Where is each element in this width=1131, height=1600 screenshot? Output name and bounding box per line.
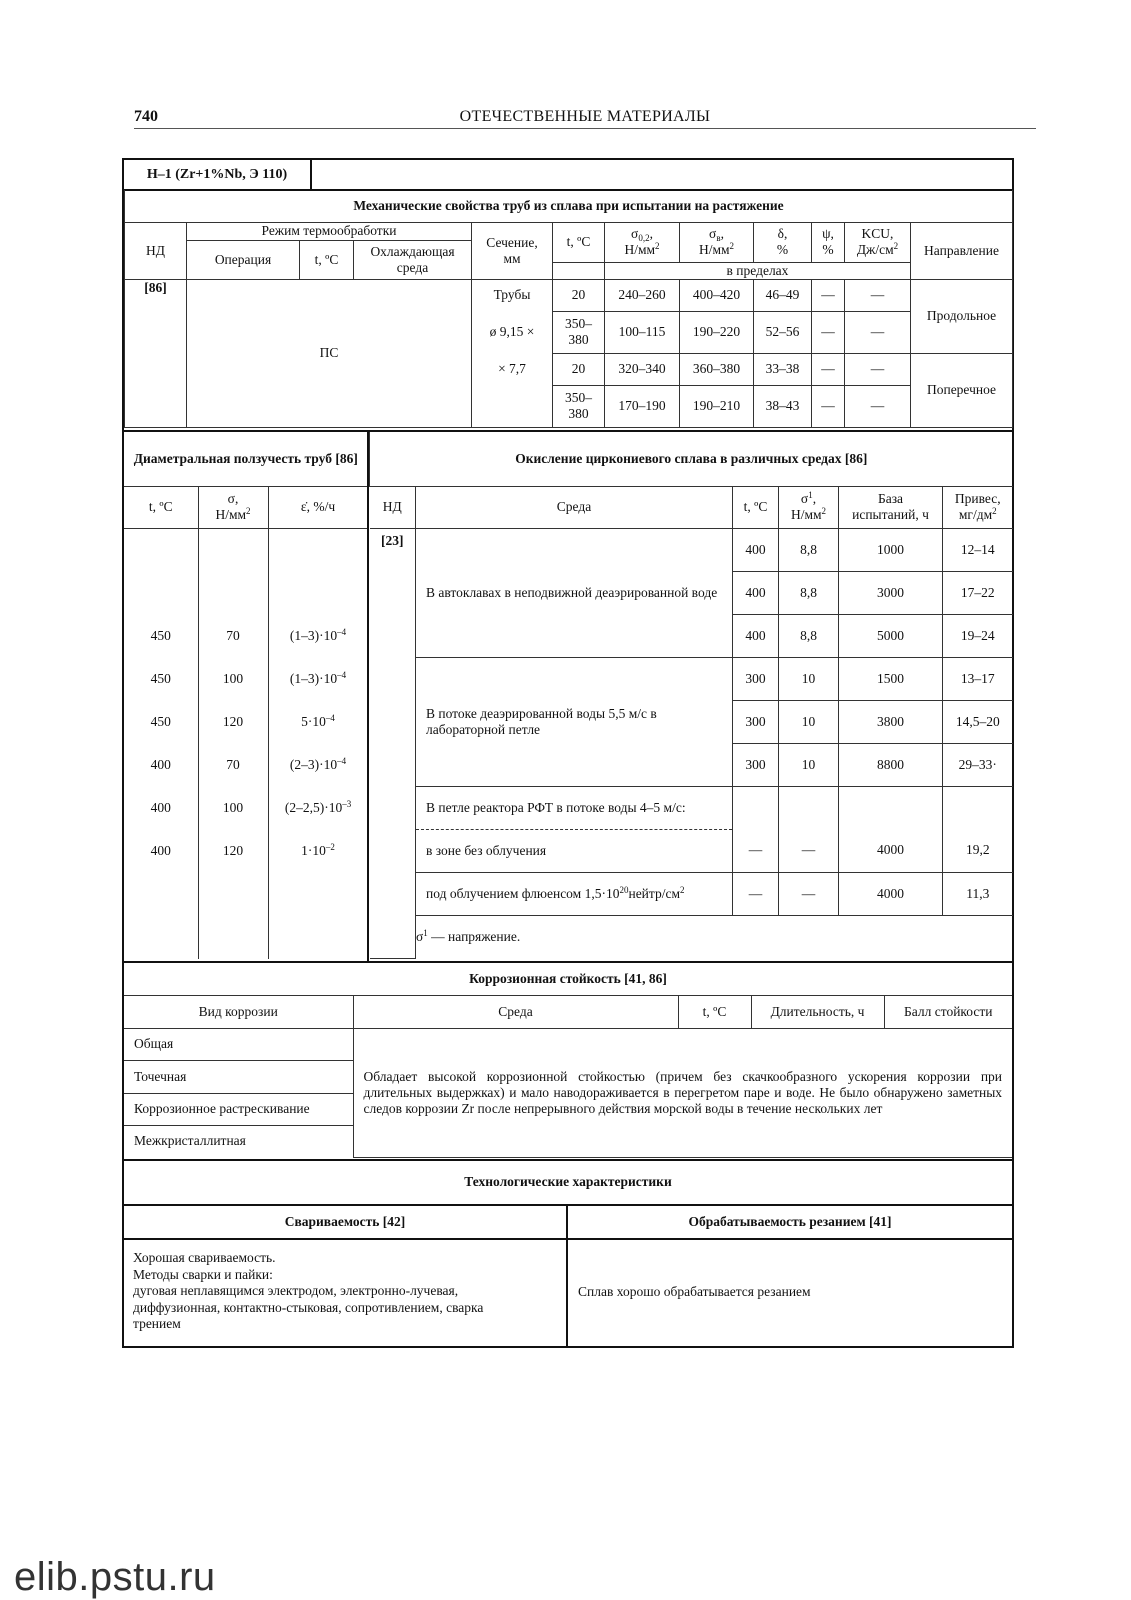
tensile-t-test-header: t, ºС	[553, 222, 605, 262]
creep-row3-t: 450	[124, 700, 198, 743]
creep-row5-sigma: 100	[198, 786, 268, 829]
oxidation-sigma-header: $\sigma^1$, $Н/мм^2$	[779, 486, 839, 528]
creep-blank-4	[124, 872, 198, 959]
tensile-row1-psi: —	[812, 279, 845, 311]
oxidation-reactor-title: В петле реактора РФТ в потоке воды 4–5 м/с:	[416, 786, 733, 829]
corrosion-description: Обладает высокой коррозионной стойкостью (причем без скачкообразного ускорения коррозии при длительных выдержках) и мало наводораживается в перегретом паре и воде. Не было обнаружено заметных следов коррозии Zr после непрерывного действия морской воды в течение нескольких лет	[353, 1028, 1012, 1157]
tensile-row4-kcu: —	[845, 385, 911, 427]
watermark: elib.pstu.ru	[14, 1555, 216, 1599]
creep-row1-t: 450	[124, 614, 198, 657]
oxidation-g2r2-sigma: 10	[779, 700, 839, 743]
tensile-table	[124, 190, 1013, 428]
oxidation-r1-t: —	[733, 829, 779, 872]
creep-blank-5	[198, 872, 268, 959]
tensile-row4-delta: 38–43	[754, 385, 812, 427]
tensile-row3-s02: 320–340	[605, 353, 680, 385]
oxidation-g2r3-sigma: 10	[779, 743, 839, 786]
oxidation-r1-sigma: —	[779, 829, 839, 872]
oxidation-reactor-blank-sigma	[779, 786, 839, 829]
oxidation-medium-header: Среда	[416, 486, 733, 528]
corrosion-medium-header: Среда	[353, 995, 678, 1028]
oxidation-nd: [23]	[370, 528, 416, 958]
oxidation-g2r2-gain: 14,5–20	[943, 700, 1013, 743]
oxidation-g1r3-sigma: 8,8	[779, 614, 839, 657]
weldability-line-5: трением	[133, 1316, 181, 1331]
oxidation-g1r2-sigma: 8,8	[779, 571, 839, 614]
tensile-row3-kcu: —	[845, 353, 911, 385]
tensile-row1-delta: 46–49	[754, 279, 812, 311]
tensile-row2-psi: —	[812, 311, 845, 353]
oxidation-g2r1-t: 300	[733, 657, 779, 700]
tensile-limits-header: в пределах	[605, 262, 911, 279]
tensile-section-header: Сечение, мм	[472, 222, 553, 279]
tech-title: Технологические характеристики	[464, 1174, 672, 1189]
weldability-title: Свариваемость [42]	[284, 1214, 406, 1229]
corrosion-duration-header: Длительность, ч	[751, 995, 884, 1028]
tensile-row2-delta: 52–56	[754, 311, 812, 353]
oxidation-g2r1-sigma: 10	[779, 657, 839, 700]
oxidation-g1r1-t: 400	[733, 528, 779, 571]
oxidation-g1r1-gain: 12–14	[943, 528, 1013, 571]
oxidation-g2r3-gain: 29–33·	[943, 743, 1013, 786]
tensile-row2-t: 350–380	[553, 311, 605, 353]
creep-row4-t: 400	[124, 743, 198, 786]
section-separator-5	[122, 1238, 1014, 1240]
weldability-line-4: диффузионная, контактно-стыковая, сопротивлением, сварка	[133, 1299, 484, 1315]
creep-row6-rate: $1\cdot 10^{-2}$	[268, 829, 368, 872]
tensile-row4-psi: —	[812, 385, 845, 427]
corrosion-type-1: Общая	[124, 1028, 353, 1060]
tensile-row1-t: 20	[553, 279, 605, 311]
creep-rate-header: ε̇, %/ч	[268, 486, 368, 528]
corrosion-type-3: Коррозионное растрескивание	[124, 1093, 353, 1125]
corrosion-rating-header: Балл стойкости	[884, 995, 1012, 1028]
material-name-blank	[310, 160, 1012, 191]
oxidation-g1r3-t: 400	[733, 614, 779, 657]
oxidation-r2-sigma: —	[779, 872, 839, 915]
tensile-row2-kcu: —	[845, 311, 911, 353]
oxidation-r1-base: 4000	[839, 829, 943, 872]
tensile-cooling-header: Охлаждающая среда	[354, 240, 472, 279]
creep-table	[124, 432, 369, 959]
oxidation-t-header: t, ºС	[733, 486, 779, 528]
oxidation-g1r2-gain: 17–22	[943, 571, 1013, 614]
tensile-row3-delta: 33–38	[754, 353, 812, 385]
tensile-t-header: t, ºС	[300, 240, 354, 279]
tensile-section-line3: × 7,7	[472, 353, 553, 385]
tensile-row3-sb: 360–380	[680, 353, 754, 385]
creep-row2-t: 450	[124, 657, 198, 700]
oxidation-table	[369, 432, 1013, 959]
oxidation-g2r3-t: 300	[733, 743, 779, 786]
tensile-psi-header: ψ, %	[812, 222, 845, 262]
oxidation-g2r1-gain: 13–17	[943, 657, 1013, 700]
tensile-row3-psi: —	[812, 353, 845, 385]
oxidation-g1r3-gain: 19–24	[943, 614, 1013, 657]
page-number: 740	[134, 108, 158, 125]
tensile-row3-t: 20	[553, 353, 605, 385]
corrosion-t-header: t, ºС	[678, 995, 751, 1028]
tensile-row1-sb: 400–420	[680, 279, 754, 311]
tensile-t-test-header-blank	[553, 262, 605, 279]
oxidation-g2r1-base: 1500	[839, 657, 943, 700]
oxidation-r2-gain: 11,3	[943, 872, 1013, 915]
tensile-section-blank	[472, 385, 553, 427]
tensile-nd: [86]	[125, 279, 187, 427]
tensile-sigma02-header: $\sigma_{0,2}$, $Н/мм^2$	[605, 222, 680, 262]
creep-blank-3	[268, 528, 368, 614]
tensile-row4-sb: 190–210	[680, 385, 754, 427]
oxidation-g1r2-t: 400	[733, 571, 779, 614]
tensile-kcu-header: KCU, $Дж/см^2$	[845, 222, 911, 262]
oxidation-nd-header: НД	[370, 486, 416, 528]
creep-t-header: t, ºС	[124, 486, 198, 528]
weldability-text	[133, 1250, 563, 1333]
oxidation-g1r1-sigma: 8,8	[779, 528, 839, 571]
creep-row1-sigma: 70	[198, 614, 268, 657]
creep-row4-rate: $(2-3)\cdot 10^{-4}$	[268, 743, 368, 786]
creep-title: Диаметральная ползучесть труб [86]	[124, 432, 368, 486]
tensile-delta-header: δ, %	[754, 222, 812, 262]
oxidation-title: Окисление циркониевого сплава в различных средах [86]	[370, 432, 1013, 486]
creep-row3-rate: $5\cdot 10^{-4}$	[268, 700, 368, 743]
tensile-direction-1: Продольное	[911, 279, 1013, 353]
oxidation-reactor-blank-base	[839, 786, 943, 829]
running-title: ОТЕЧЕСТВЕННЫЕ МАТЕРИАЛЫ	[459, 108, 711, 125]
tensile-direction-2: Поперечное	[911, 353, 1013, 427]
tensile-sigmab-header: $\sigma_в$, $Н/мм^2$	[680, 222, 754, 262]
tensile-title: Механические свойства труб из сплава при испытании на растяжение	[125, 190, 1013, 222]
tensile-row2-s02: 100–115	[605, 311, 680, 353]
tensile-row4-t: 350–380	[553, 385, 605, 427]
creep-row4-sigma: 70	[198, 743, 268, 786]
creep-blank-2	[198, 528, 268, 614]
tensile-row1-s02: 240–260	[605, 279, 680, 311]
creep-row6-sigma: 120	[198, 829, 268, 872]
oxidation-group2-medium: В потоке деаэрированной воды 5,5 м/с в лабораторной петле	[416, 657, 733, 786]
tensile-section-line1: Трубы	[472, 279, 553, 311]
oxidation-g2r3-base: 8800	[839, 743, 943, 786]
oxidation-reactor-blank-t	[733, 786, 779, 829]
oxidation-r1-gain: 19,2	[943, 829, 1013, 872]
oxidation-group1-medium: В автоклавах в неподвижной деаэрированной воде	[416, 528, 733, 657]
oxidation-reactor-blank-gain	[943, 786, 1013, 829]
tensile-row4-s02: 170–190	[605, 385, 680, 427]
tensile-direction-header: Направление	[911, 222, 1013, 279]
creep-row6-t: 400	[124, 829, 198, 872]
corrosion-type-4: Межкристаллитная	[124, 1125, 353, 1157]
weldability-line-2: Методы сварки и пайки:	[133, 1266, 273, 1282]
page-header	[134, 106, 1036, 129]
oxidation-base-header: База испытаний, ч	[839, 486, 943, 528]
corrosion-title: Коррозионная стойкость [41, 86]	[124, 963, 1012, 995]
tensile-nd-header: НД	[125, 222, 187, 279]
machinability-title: Обрабатываемость резанием [41]	[688, 1214, 892, 1229]
tensile-mode-header: Режим термообработки	[187, 222, 472, 240]
oxidation-g2r2-t: 300	[733, 700, 779, 743]
tensile-operation-header: Операция	[187, 240, 300, 279]
creep-row2-sigma: 100	[198, 657, 268, 700]
corrosion-type-2: Точечная	[124, 1060, 353, 1093]
oxidation-g1r2-base: 3000	[839, 571, 943, 614]
oxidation-gain-header: Привес, $мг/дм^2$	[943, 486, 1013, 528]
material-name: Н–1 (Zr+1%Nb, Э 110)	[146, 166, 288, 182]
creep-blank-1	[124, 528, 198, 614]
corrosion-table	[124, 963, 1012, 1158]
oxidation-g1r1-base: 1000	[839, 528, 943, 571]
weldability-line-1: Хорошая свариваемость.	[133, 1250, 276, 1265]
weldability-line-3: дуговая неплавящимся электродом, электронно-лучевая,	[133, 1283, 459, 1298]
creep-row2-rate: $(1-3)\cdot 10^{-4}$	[268, 657, 368, 700]
tensile-row2-sb: 190–220	[680, 311, 754, 353]
oxidation-g1r3-base: 5000	[839, 614, 943, 657]
creep-row5-rate: $(2-2,5)\cdot 10^{-3}$	[268, 786, 368, 829]
oxidation-footnote: $\sigma^1$ — напряжение.	[416, 915, 1013, 958]
tensile-row1-kcu: —	[845, 279, 911, 311]
oxidation-r1-medium: в зоне без облучения	[416, 829, 733, 872]
tensile-operation: ПС	[187, 279, 472, 427]
corrosion-type-header: Вид коррозии	[124, 995, 353, 1028]
oxidation-r2-base: 4000	[839, 872, 943, 915]
creep-blank-6	[268, 872, 368, 959]
tensile-section-line2: ø 9,15 ×	[472, 311, 553, 353]
creep-sigma-header: σ, $Н/мм^2$	[198, 486, 268, 528]
creep-row3-sigma: 120	[198, 700, 268, 743]
material-name-cell	[124, 160, 312, 191]
creep-row5-t: 400	[124, 786, 198, 829]
oxidation-r2-medium: под облучением флюенсом $1,5\cdot 10^{20}нейтр/см^2$	[416, 872, 733, 915]
oxidation-r2-t: —	[733, 872, 779, 915]
creep-row1-rate: $(1-3)\cdot 10^{-4}$	[268, 614, 368, 657]
machinability-text: Сплав хорошо обрабатывается резанием	[578, 1284, 811, 1299]
oxidation-g2r2-base: 3800	[839, 700, 943, 743]
